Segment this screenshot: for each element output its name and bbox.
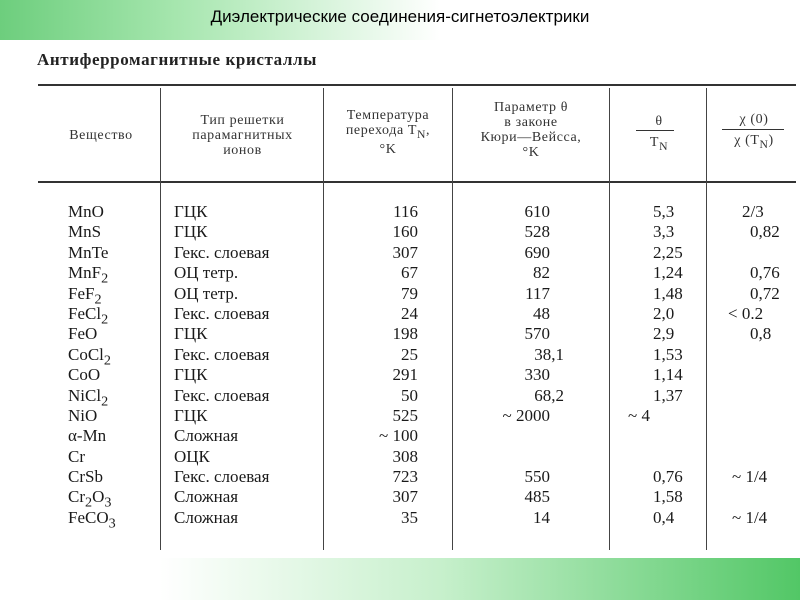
header-param-line: °K <box>522 145 540 160</box>
curie-weiss-cell: 82 <box>533 263 550 283</box>
theta-ratio-cell: 3,3 <box>653 222 675 242</box>
lattice-cell: Сложная <box>174 507 239 527</box>
transition-temp-cell: 67 <box>401 263 418 283</box>
chi-ratio-cell: ~ 1/4 <box>732 467 768 487</box>
header-theta-over-tn <box>615 114 703 154</box>
substance-cell: FeO <box>68 324 98 344</box>
substance-cell: CoCl$_2$ <box>68 344 111 369</box>
transition-temp-cell: 525 <box>392 405 418 425</box>
table-row <box>0 406 800 426</box>
theta-ratio-cell: 1,24 <box>653 263 683 283</box>
header-ratio-numerator: θ <box>655 114 663 129</box>
table-row <box>0 447 800 467</box>
header-substance: Вещество <box>69 128 133 143</box>
lattice-cell: ГЦК <box>174 365 208 385</box>
substance-cell: CrSb <box>68 467 103 487</box>
header-lattice-line: ионов <box>223 143 262 158</box>
curie-weiss-cell: 570 <box>524 324 550 344</box>
curie-weiss-cell: 550 <box>524 467 550 487</box>
lattice-cell: ГЦК <box>174 222 208 242</box>
curie-weiss-cell: 485 <box>524 487 550 507</box>
table-row <box>0 507 800 532</box>
header-tn-line: °K <box>379 141 397 157</box>
header-lattice-line: Тип решетки <box>200 113 285 128</box>
substance-cell: NiCl$_2$ <box>68 385 109 409</box>
lattice-cell: ГЦК <box>174 202 208 221</box>
theta-ratio-cell: 0,4 <box>653 507 675 527</box>
theta-ratio-cell: 1,53 <box>653 344 683 364</box>
transition-temp-cell: 50 <box>401 385 418 405</box>
table-row <box>0 385 800 409</box>
lattice-cell: Сложная <box>174 487 239 507</box>
header-lattice <box>165 113 320 158</box>
table-row <box>0 222 800 242</box>
curie-weiss-cell: 330 <box>524 365 550 385</box>
transition-temp-cell: 307 <box>392 242 418 262</box>
header-param-line: в законе <box>504 115 558 130</box>
chi-ratio-cell: < 0.2 <box>728 303 764 323</box>
theta-ratio-cell: ~ 4 <box>628 405 650 425</box>
header-chi-denominator: χ $(T_N)$ <box>734 133 774 151</box>
substance-cell: FeCl$_2$ <box>68 303 109 328</box>
substance-cell: MnF$_2$ <box>68 263 109 287</box>
fraction-bar <box>722 129 784 130</box>
lattice-cell: ОЦ тетр. <box>174 283 239 303</box>
chi-ratio-cell: 0,8 <box>750 324 772 344</box>
curie-weiss-cell: 117 <box>525 283 550 303</box>
table-row <box>0 487 800 511</box>
lattice-cell: Гекс. слоевая <box>174 303 270 323</box>
table-top-rule <box>38 84 796 86</box>
theta-ratio-cell: 1,37 <box>653 385 683 405</box>
chi-ratio-cell: 0,82 <box>750 222 780 242</box>
curie-weiss-cell: 528 <box>524 222 550 242</box>
table-row <box>0 202 800 222</box>
curie-weiss-cell: 48 <box>533 303 550 323</box>
lattice-cell: ОЦ тетр. <box>174 263 239 283</box>
table-row <box>0 324 800 344</box>
lattice-cell: ОЦК <box>174 446 210 466</box>
chi-ratio-cell: 0,72 <box>750 283 780 303</box>
substance-cell: NiO <box>68 405 98 425</box>
slide-title: Диэлектрические соединения-сигнетоэлектрики <box>210 7 590 26</box>
substance-cell: FeCO$_3$ <box>68 507 116 532</box>
transition-temp-cell: 79 <box>401 283 418 303</box>
table-row <box>0 303 800 328</box>
table-row <box>0 263 800 287</box>
table-row <box>0 426 800 446</box>
transition-temp-cell: ~ 100 <box>379 426 418 446</box>
table-row <box>0 243 800 263</box>
header-chi-numerator: χ (0) <box>739 112 769 127</box>
transition-temp-cell: 198 <box>392 324 418 344</box>
substance-cell: MnS <box>68 222 102 242</box>
lattice-cell: Сложная <box>174 426 239 446</box>
theta-ratio-cell: 2,0 <box>653 303 675 323</box>
header-lattice-line: парамагнитных <box>192 128 293 143</box>
substance-cell: α-Mn <box>68 426 107 446</box>
transition-temp-cell: 25 <box>401 344 418 364</box>
curie-weiss-cell: ~ 2000 <box>502 405 550 425</box>
table-body <box>0 202 800 532</box>
header-chi-ratio <box>712 112 796 152</box>
theta-ratio-cell: 1,48 <box>653 283 683 303</box>
curie-weiss-cell: 14 <box>533 507 550 527</box>
substance-cell: $Cr_2O_3$ <box>68 487 112 511</box>
theta-ratio-cell: 5,3 <box>653 202 675 221</box>
lattice-cell: Гекс. слоевая <box>174 344 270 364</box>
table-header-rule <box>38 181 796 183</box>
theta-ratio-cell: 2,9 <box>653 324 675 344</box>
theta-ratio-cell: 1,14 <box>653 365 683 385</box>
lattice-cell: Гекс. слоевая <box>174 385 270 405</box>
chi-ratio-cell: ~ 1/4 <box>732 507 768 527</box>
substance-cell: MnTe <box>68 242 109 262</box>
transition-temp-cell: 116 <box>393 202 418 221</box>
table-row <box>0 467 800 487</box>
table-row <box>0 344 800 369</box>
header-transition-temp <box>326 108 450 157</box>
curie-weiss-cell: 690 <box>524 242 550 262</box>
substance-cell: MnO <box>68 202 104 221</box>
lattice-cell: ГЦК <box>174 405 208 425</box>
theta-ratio-cell: 1,58 <box>653 487 683 507</box>
transition-temp-cell: 35 <box>401 507 418 527</box>
transition-temp-cell: 307 <box>392 487 418 507</box>
transition-temp-cell: 24 <box>401 303 418 323</box>
substance-cell: CoO <box>68 365 101 385</box>
transition-temp-cell: 308 <box>392 446 418 466</box>
header-param-line: Кюри—Вейсса, <box>480 130 582 145</box>
header-tn-line: перехода $T_N$, <box>345 123 431 141</box>
curie-weiss-cell: 68,2 <box>534 385 564 405</box>
lattice-cell: Гекс. слоевая <box>174 467 270 487</box>
header-tn-sub: N <box>417 127 427 141</box>
lattice-cell: ГЦК <box>174 324 208 344</box>
substance-cell: FeF$_2$ <box>68 283 102 307</box>
curie-weiss-cell: 610 <box>524 202 550 221</box>
transition-temp-cell: 291 <box>392 365 418 385</box>
substance-cell: Cr <box>68 446 85 466</box>
transition-temp-cell: 160 <box>392 222 418 242</box>
header-tn-line: Температура <box>346 108 430 123</box>
fraction-bar <box>636 130 674 131</box>
curie-weiss-cell: 38,1 <box>534 344 564 364</box>
header-param-line: Параметр θ <box>493 100 569 115</box>
header-curie-weiss <box>455 100 607 160</box>
theta-ratio-cell: 2,25 <box>653 242 683 262</box>
lattice-cell: Гекс. слоевая <box>174 242 270 262</box>
theta-ratio-cell: 0,76 <box>653 467 683 487</box>
table-row <box>0 365 800 385</box>
table-title: Антиферромагнитные кристаллы <box>37 50 318 69</box>
transition-temp-cell: 723 <box>392 467 418 487</box>
footer-bar <box>0 558 800 600</box>
chi-ratio-cell: 0,76 <box>750 263 780 283</box>
chi-ratio-cell: 2/3 <box>742 202 764 221</box>
header-ratio-denominator: $T_N$ <box>649 135 669 153</box>
table-row <box>0 283 800 307</box>
